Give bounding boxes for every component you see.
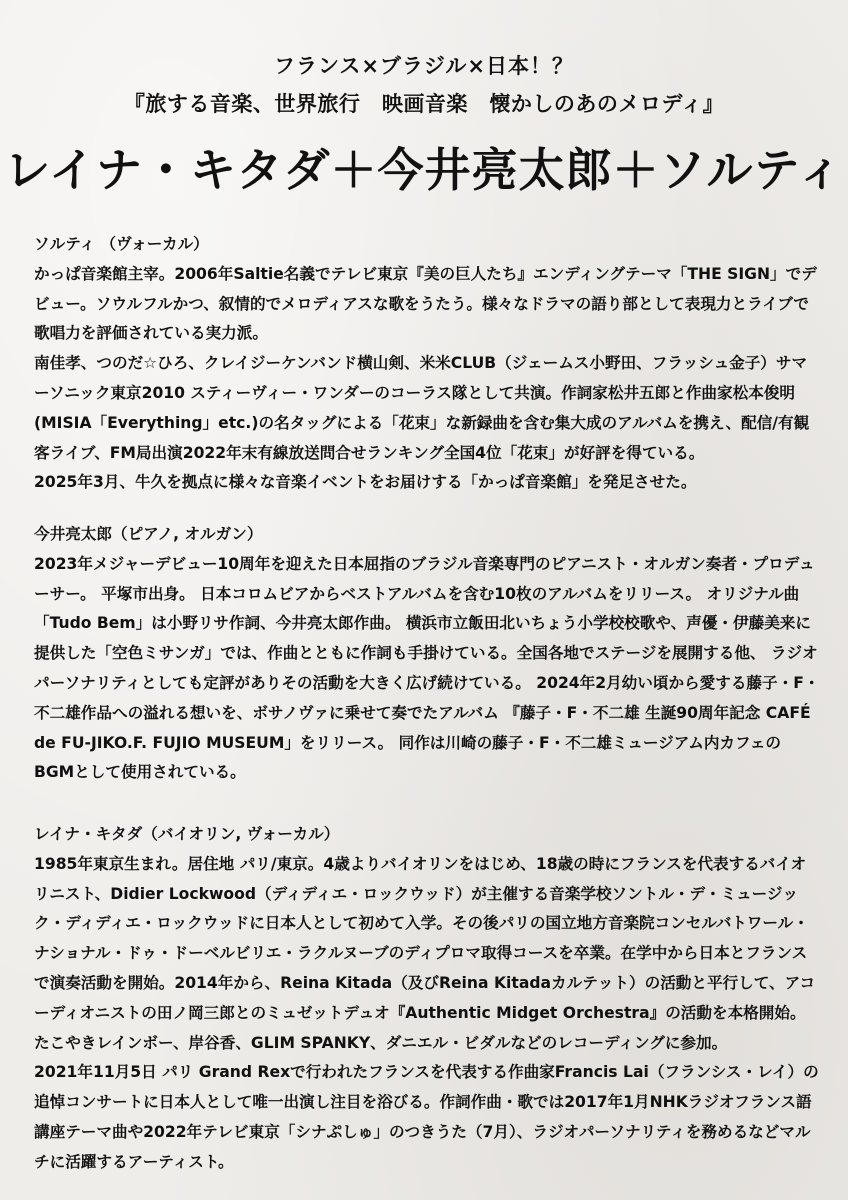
profile-imai: [34, 520, 820, 788]
profile-paragraph: 2023年メジャーデビュー10周年を迎えた日本屈指のブラジル音楽専門のピアニスト・オルガン奏者・プロデューサー。 平塚市出身。 日本コロムビアからベストアルバムを含む10枚のアルバムをリリース。 オリジナル曲「Tudo Bem」は小野リサ作詞、今井亮太郎作曲。 横浜市立飯田北いちょう小学校校歌や、声優・伊藤美来に提供した「空色ミサンガ」では、作曲とともに作詞も手掛けている。全国各地でステージを展開する他、 ラジオパーソナリティとしても定評がありその活動を大きく広げ続けている。 2024年2月幼い頃から愛する藤子・F・不二雄作品への溢れる想いを、ボサノヴァに乗せて奏でたアルバム 『藤子・F・不二雄 生誕90周年記念 CAFÉ de FU-JIKO.F. FUJIO MUSEUM」をリリース。 同作は川崎の藤子・F・不二雄ミュージアム内カフェのBGMとして使用されている。: [34, 554, 820, 782]
profile-paragraph: 1985年東京生まれ。居住地 パリ/東京。4歳よりバイオリンをはじめ、18歳の時にフランスを代表するバイオリニスト、Didier Lockwood（ディディエ・ロックウッド）が主催する音楽学校ソントル・デ・ミュージック・ディディエ・ロックウッドに日本人として初めて入学。その後パリの国立地方音楽院コンセルバトワール・ナショナル・ドゥ・ドーベルビリエ・ラクルヌーブのディプロマ取得コースを卒業。在学中から日本とフランスで演奏活動を開始。2014年から、Reina Kitada（及びReina Kitadaカルテット）の活動と平行して、アコーディオニストの田ノ岡三郎とのミュゼットデュオ『Authentic Midget Orchestra』の活動を本格開始。たこやきレインボー、岸谷香、GLIM SPANKY、ダニエル・ビダルなどのレコーディングに参加。: [34, 854, 816, 1052]
header-theme: 『旅する音楽、世界旅行 映画音楽 懐かしのあのメロディ』: [123, 92, 725, 116]
profile-paragraph: かっぱ音楽館主宰。2006年Saltie名義でテレビ東京『美の巨人たち』エンディングテーマ「THE SIGN」でデビュー。ソウルフルかつ、叙情的でメロディアスな歌をうたう。様々なドラマの語り部として表現力とライブで歌唱力を評価されている実力派。: [34, 264, 817, 343]
profile-title: レイナ・キタダ（バイオリン, ヴォーカル）: [34, 825, 340, 843]
profile-saltie: [34, 230, 820, 498]
profile-title: ソルティ （ヴォーカル）: [34, 235, 209, 253]
profile-paragraph: 2025年3月、牛久を拠点に様々な音楽イベントをお届けする「かっぱ音楽館」を発足させた。: [34, 473, 697, 492]
header-subtitle: フランス×ブラジル×日本！？: [273, 54, 575, 78]
profile-paragraph: 2021年11月5日 パリ Grand Rexで行われたフランスを代表する作曲家Francis Lai（フランシス・レイ）の追悼コンサートに日本人として唯一出演し注目を浴びる。作詞作曲・歌では2017年1月NHKラジオフランス語講座テーマ曲や2022年テレビ東京「シナぷしゅ」のつきうた（7月）、ラジオパーソナリティを務めるなどマルチに活躍するアーティスト。: [34, 1063, 819, 1171]
page-title: レイナ・キタダ＋今井亮太郎＋ソルティ: [4, 143, 844, 197]
profile-kitada: [34, 820, 820, 1178]
profile-paragraph: 南佳孝、つのだ☆ひろ、クレイジーケンバンド横山剣、米米CLUB（ジェームス小野田、フラッシュ金子）サマーソニック東京2010 スティーヴィー・ワンダーのコーラス隊として共演。作詞家松井五郎と作曲家松本俊明(MISIA「Everything」etc.)の名タッグによる「花束」な新録曲を含む集大成のアルバムを携え、配信/有観客ライブ、FM局出演2022年末有線放送問合せランキング全国4位「花束」が好評を得ている。: [34, 354, 810, 462]
profile-title: 今井亮太郎（ピアノ, オルガン）: [34, 525, 263, 543]
